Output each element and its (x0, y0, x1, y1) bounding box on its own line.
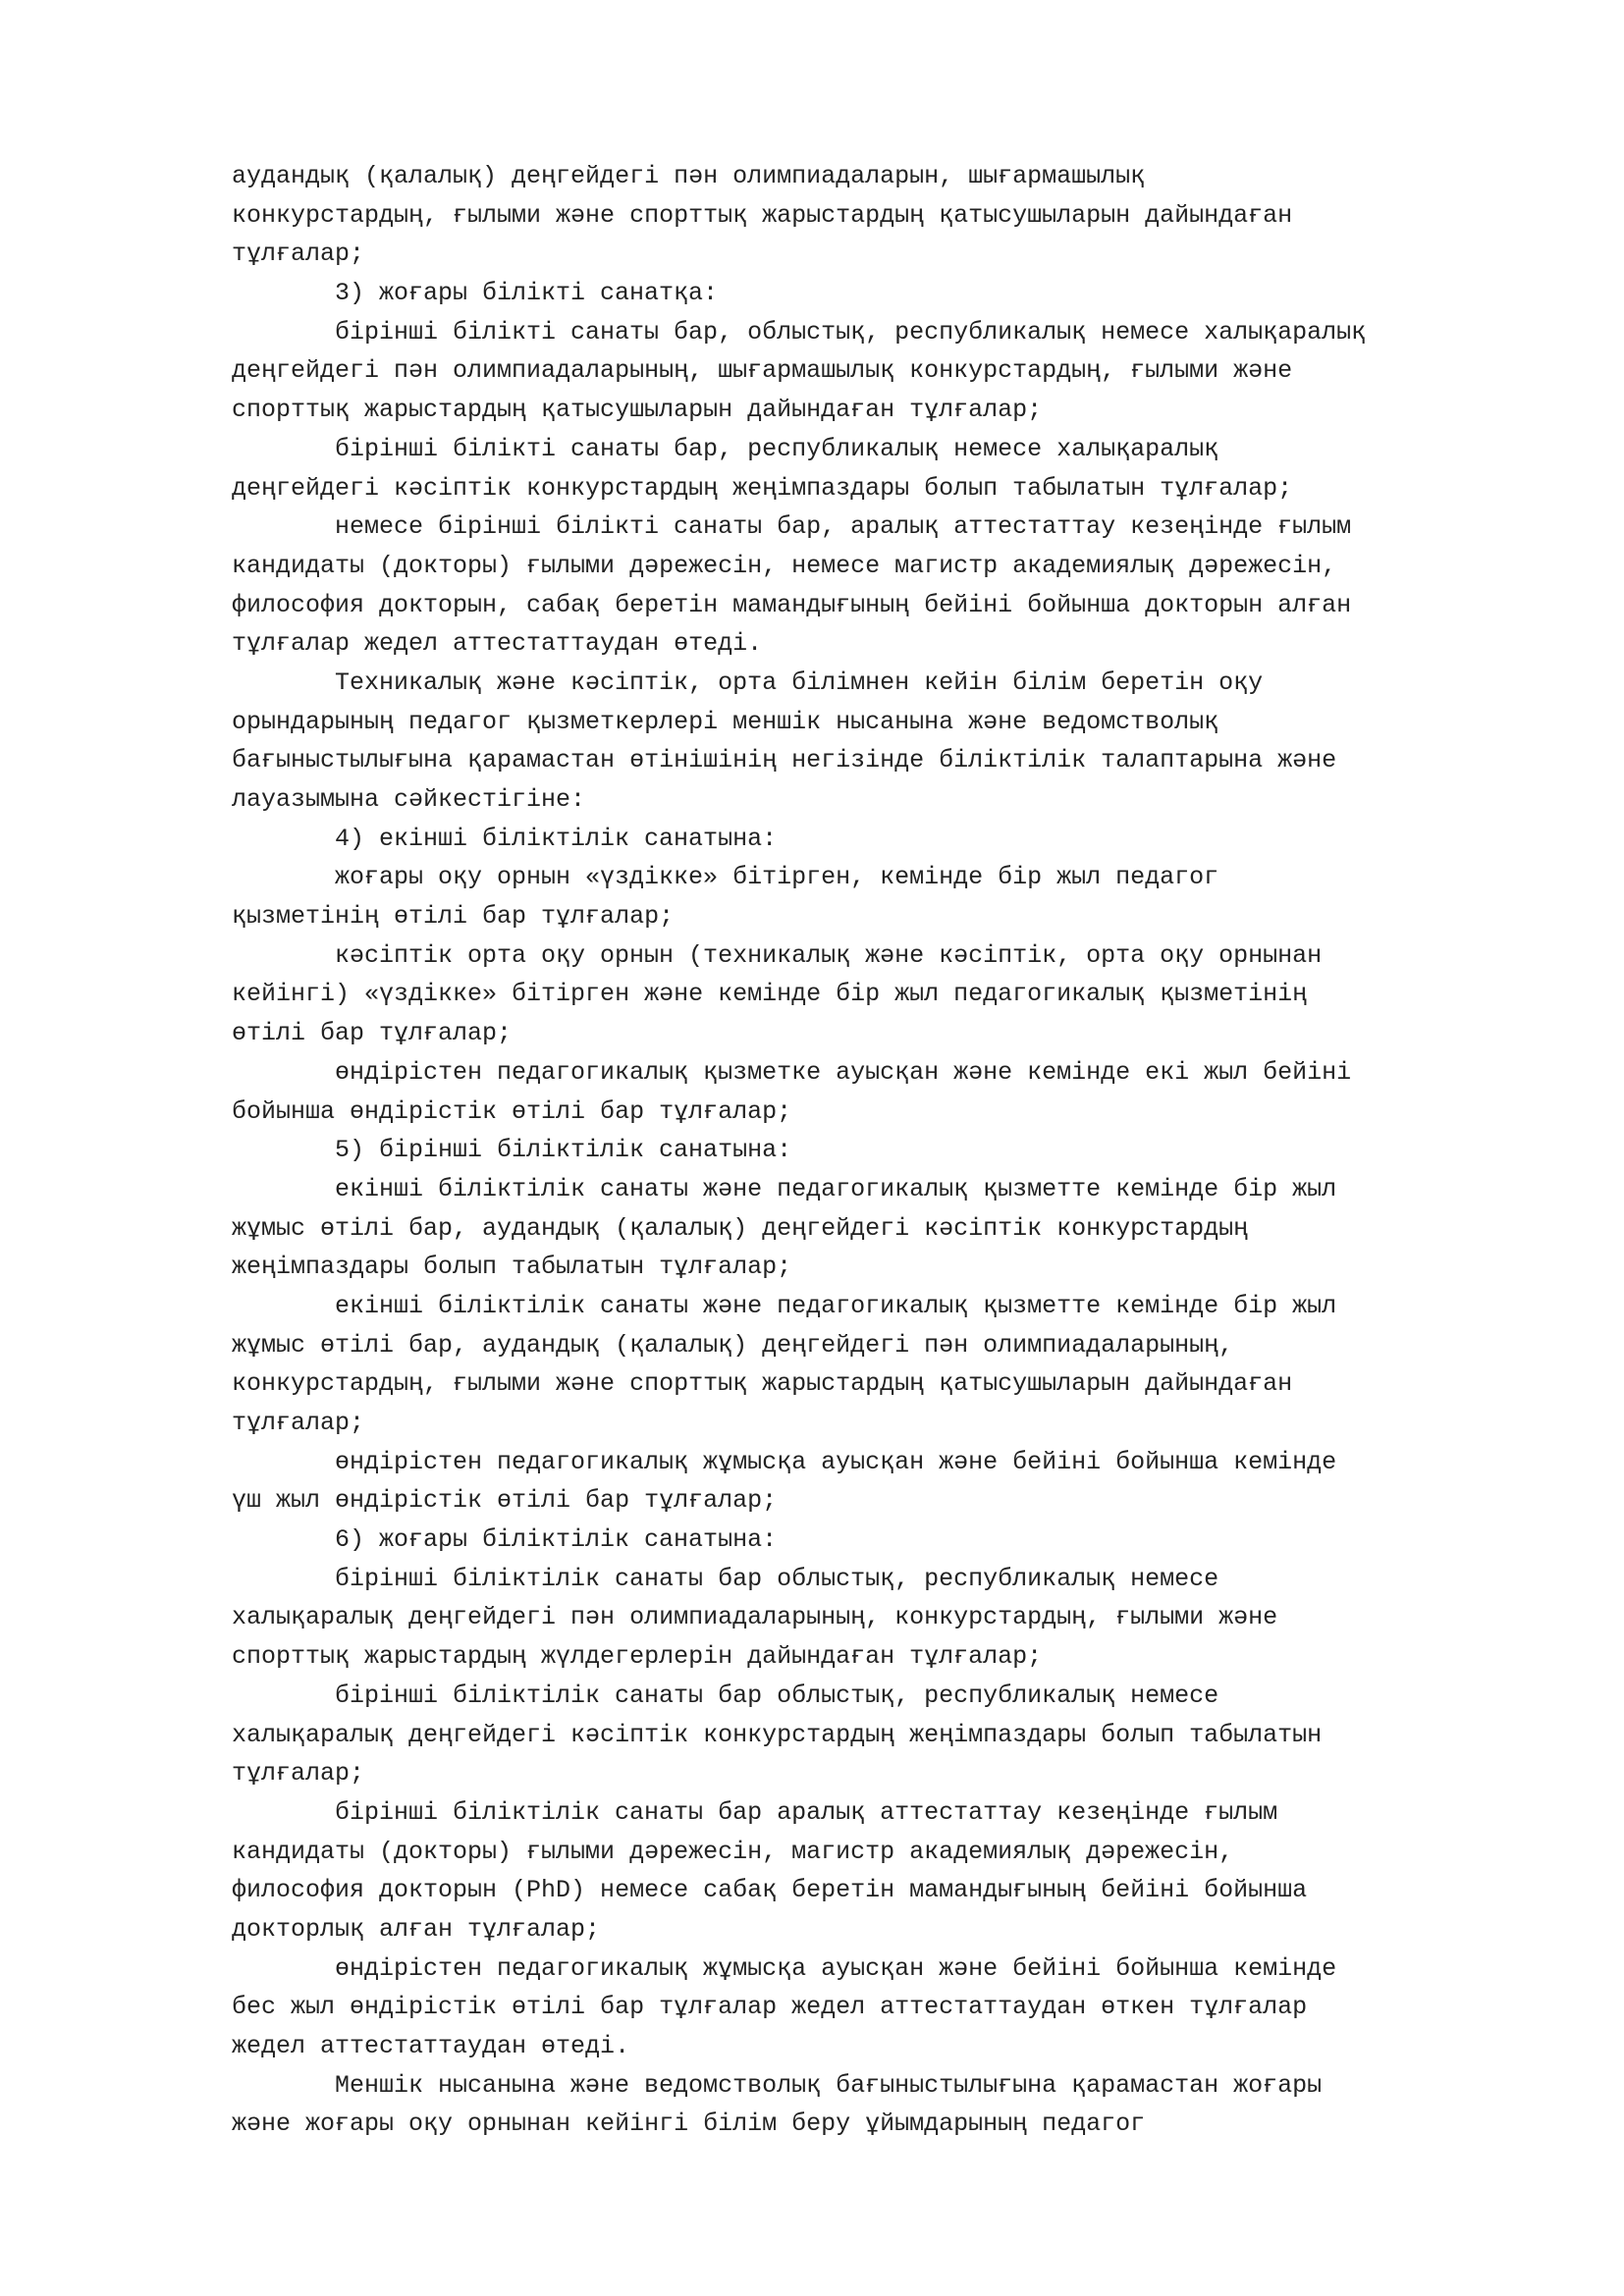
text-line: бағыныстылығына қарамастан өтінішінің негізінде біліктілік талаптарына және (232, 746, 1337, 775)
text-line: деңгейдегі кәсіптік конкурстардың жеңімпаздары болып табылатын тұлғалар; (232, 473, 1293, 503)
text-line: тұлғалар; (232, 1759, 365, 1789)
text-line: деңгейдегі пән олимпиадаларының, шығармашылық конкурстардың, ғылыми және (232, 356, 1293, 386)
text-line: докторлық алған тұлғалар; (232, 1914, 601, 1944)
text-line: философия докторын, сабақ беретін мамандығының бейіні бойынша докторын алған (232, 590, 1352, 619)
text-line: халықаралық деңгейдегі кәсіптік конкурстардың жеңімпаздары болып табылатын (232, 1720, 1323, 1749)
text-line: бойынша өндірістік өтілі бар тұлғалар; (232, 1096, 792, 1126)
document-page (232, 157, 1538, 2144)
text-line: жұмыс өтілі бар, аудандық (қалалық) деңгейдегі кәсіптік конкурстардың (232, 1213, 1249, 1243)
text-line: өндірістен педагогикалық қызметке ауысқан және кемінде екі жыл бейіні (335, 1057, 1352, 1087)
text-line: жоғары оқу орнын «үздікке» бітірген, кемінде бір жыл педагог (335, 863, 1219, 892)
text-line: 3) жоғары білікті санатқа: (335, 279, 719, 308)
text-line: тұлғалар жедел аттестаттаудан өтеді. (232, 629, 763, 659)
text-line: өндірістен педагогикалық жұмысқа ауысқан және бейіні бойынша кемінде (335, 1447, 1337, 1476)
text-line: Техникалық және кәсіптік, орта білімнен кейін білім беретін оқу (335, 667, 1264, 697)
text-line: жеңімпаздары болып табылатын тұлғалар; (232, 1253, 792, 1282)
text-line: тұлғалар; (232, 1409, 365, 1437)
text-line: аудандық (қалалық) деңгейдегі пән олимпиадаларын, шығармашылық (232, 162, 1146, 190)
text-line: кандидаты (докторы) ғылыми дәрежесін, немесе магистр академиялық дәрежесін, (232, 551, 1337, 580)
text-line: бірінші біліктілік санаты бар облыстық, республикалық немесе (335, 1681, 1219, 1710)
text-line: кәсіптік орта оқу орнын (техникалық және кәсіптік, орта оқу орнынан (335, 940, 1323, 970)
text-line: кейінгі) «үздікке» бітірген және кемінде бір жыл педагогикалық қызметінің (232, 980, 1308, 1009)
text-line: халықаралық деңгейдегі пән олимпиадаларының, конкурстардың, ғылыми және (232, 1603, 1278, 1632)
text-line: 6) жоғары біліктілік санатына: (335, 1525, 778, 1555)
text-line: жұмыс өтілі бар, аудандық (қалалық) деңгейдегі пән олимпиадаларының, (232, 1330, 1234, 1360)
text-line: кандидаты (докторы) ғылыми дәрежесін, магистр академиялық дәрежесін, (232, 1837, 1234, 1866)
text-line: бес жыл өндірістік өтілі бар тұлғалар жедел аттестаттаудан өткен тұлғалар (232, 1993, 1308, 2022)
text-line: Меншік нысанына және ведомстволық бағыныстылығына қарамастан жоғары (335, 2070, 1323, 2100)
text-line: өтілі бар тұлғалар; (232, 1019, 513, 1048)
text-line: жедел аттестаттаудан өтеді. (232, 2032, 630, 2060)
text-line: спорттық жарыстардың жүлдегерлерін дайындаған тұлғалар; (232, 1642, 1043, 1672)
text-line: және жоғары оқу орнынан кейінгі білім беру ұйымдарының педагог (232, 2109, 1146, 2139)
text-line: конкурстардың, ғылыми және спорттық жарыстардың қатысушыларын дайындаған (232, 200, 1293, 230)
text-line: лауазымына сәйкестігіне: (232, 785, 586, 814)
text-line: 5) бірінші біліктілік санатына: (335, 1136, 792, 1165)
text-line: үш жыл өндірістік өтілі бар тұлғалар; (232, 1486, 778, 1516)
text-line: бірінші білікті санаты бар, облыстық, республикалық немесе халықаралық (335, 317, 1367, 347)
text-line: бірінші білікті санаты бар, республикалық немесе халықаралық (335, 434, 1219, 463)
text-line: бірінші біліктілік санаты бар аралық аттестаттау кезеңінде ғылым (335, 1797, 1278, 1827)
text-line: немесе бірінші білікті санаты бар, аралық аттестаттау кезеңінде ғылым (335, 512, 1352, 542)
text-line: бірінші біліктілік санаты бар облыстық, республикалық немесе (335, 1564, 1219, 1593)
text-line: екінші біліктілік санаты және педагогикалық қызметте кемінде бір жыл (335, 1174, 1337, 1203)
text-line: өндірістен педагогикалық жұмысқа ауысқан және бейіні бойынша кемінде (335, 1953, 1337, 1983)
text-line: философия докторын (PhD) немесе сабақ беретін мамандығының бейіні бойынша (232, 1876, 1308, 1905)
text-line: екінші біліктілік санаты және педагогикалық қызметте кемінде бір жыл (335, 1291, 1337, 1320)
text-line: орындарының педагог қызметкерлері меншік нысанына және ведомстволық (232, 707, 1219, 736)
text-line: қызметінің өтілі бар тұлғалар; (232, 902, 675, 932)
text-line: спорттық жарыстардың қатысушыларын дайындаған тұлғалар; (232, 396, 1043, 425)
text-line: конкурстардың, ғылыми және спорттық жарыстардың қатысушыларын дайындаған (232, 1369, 1293, 1399)
text-line: тұлғалар; (232, 240, 365, 269)
text-line: 4) екінші біліктілік санатына: (335, 824, 778, 853)
